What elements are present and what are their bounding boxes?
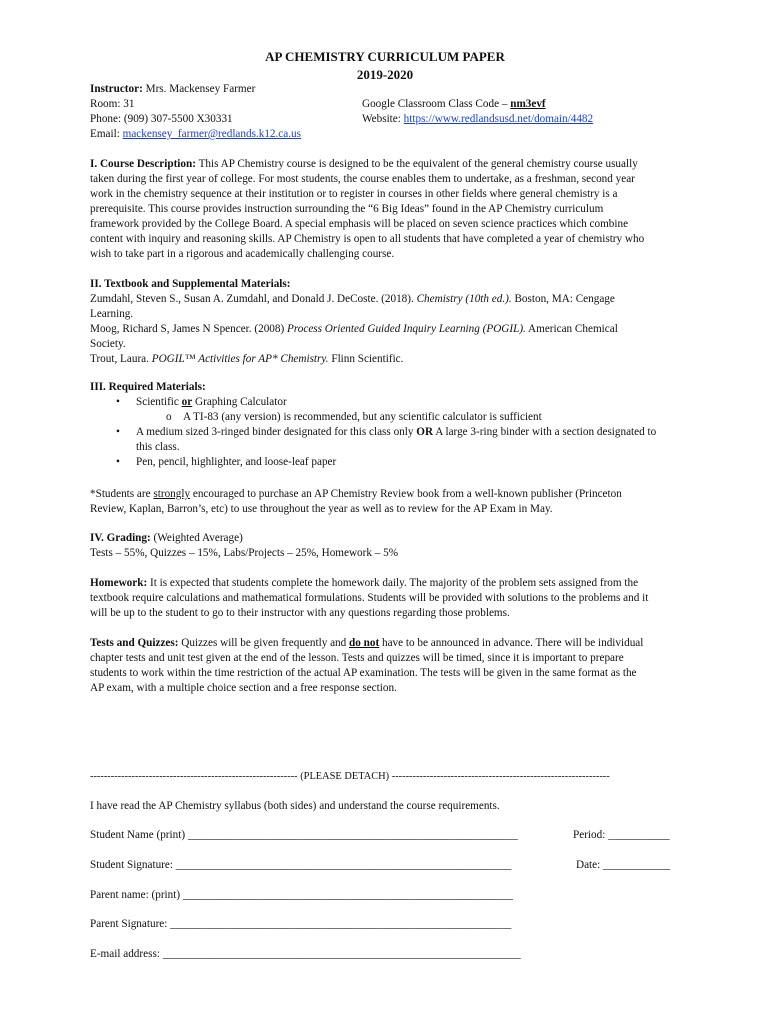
website-link[interactable]: https://www.redlandsusd.net/domain/4482 [403,113,594,125]
course-description-heading: I. Course Description: [90,158,196,170]
materials-heading: III. Required Materials: [90,381,206,393]
course-description-line: prerequisite. This course provides instruction surrounding the “6 Big Ideas” found in the AP Chemistry curriculum [90,203,604,215]
course-description-line: wish to take part in a rigorous and academically challenging course. [90,248,395,260]
list-subitem: o A TI-83 (any version) is recommended, but any scientific calculator is sufficient [90,410,730,425]
grading-section: IV. Grading: (Weighted Average) Tests – 55%, Quizzes – 15%, Labs/Projects – 25%, Homework – 5% [90,531,730,561]
list-item-cont: this class. [136,441,180,453]
homework-heading: Homework: [90,577,148,589]
instructor-name: Mrs. Mackensey Farmer [145,83,256,95]
date-field[interactable]: Date: ____________ [576,859,671,871]
classroom-code: nm3evf [510,98,546,110]
parent-signature-field[interactable]: Parent Signature: _____________________________________________________________ [90,918,512,930]
course-description-line: content with inquiry and reasoning skills. AP Chemistry is open to all students that have completed a year of chemistry who [90,233,645,245]
grading-heading: IV. Grading: [90,532,151,544]
acknowledgement: I have read the AP Chemistry syllabus (both sides) and understand the course requirements. [90,800,500,812]
list-item: • A medium sized 3-ringed binder designated for this class only OR A large 3-ring binder with a section designated to [90,425,730,440]
list-item: • Pen, pencil, highlighter, and loose-leaf paper [90,455,730,470]
class-links [362,97,593,127]
list-item: • Scientific or Graphing Calculator [90,395,730,410]
instructor-label: Instructor: [90,83,143,95]
textbook-section [90,277,730,367]
textbook-heading: II. Textbook and Supplemental Materials: [90,278,291,290]
email-link[interactable]: mackensey_farmer@redlands.k12.ca.us [122,128,301,140]
student-signature-field[interactable]: Student Signature: ____________________________________________________________ [90,859,512,871]
textbook-ref-3: Trout, Laura. POGIL™ Activities for AP* Chemistry. Flinn Scientific. [90,353,404,365]
period-field[interactable]: Period: ___________ [573,829,670,841]
detach-divider: ------------------------------------------------------------ (PLEASE DETACH) --------------------------------------------------------------- [90,771,610,782]
document-title: AP CHEMISTRY CURRICULUM PAPER [265,49,505,64]
website-label: Website: [362,113,401,125]
textbook-ref-2-cont: Society. [90,338,126,350]
textbook-ref-1-cont: Learning. [90,308,134,320]
tests-section: Tests and Quizzes: Quizzes will be given frequently and do not have to be announced in advance. There will be individual chapter tests and unit test given at the end of the lesson. Tests and quizzes will be timed, since it is important to prepare students to work within the time restriction of the actual AP examination. The tests will be given in the same format as the AP exam, with a multiple choice section and a free response section. [90,637,644,694]
email-label: Email: [90,128,120,140]
course-description-line: taken during the first year of college. For most students, the course enables them to undertake, as a freshman, second year [90,173,635,185]
grading-breakdown: Tests – 55%, Quizzes – 15%, Labs/Projects – 25%, Homework – 5% [90,547,399,559]
review-book-note: *Students are strongly encouraged to purchase an AP Chemistry Review book from a well-known publisher (Princeton Review, Kaplan, Barron’s, etc) to use throughout the year as well as to review for the AP Exam in May. [90,488,622,515]
email-address-field[interactable]: E-mail address: ________________________________________________________________ [90,948,521,960]
room: Room: 31 [90,98,135,110]
course-description-line: framework provided by the College Board. A special emphasis will be placed on seven science practices which combine [90,218,629,230]
course-description [90,157,730,262]
school-year: 2019-2020 [356,67,414,82]
instructor-info [90,82,301,142]
textbook-ref-2: Moog, Richard S, James N Spencer. (2008) Process Oriented Guided Inquiry Learning (POGIL). American Chemical [90,323,618,335]
course-description-line: work in the chemistry sequence at their institution or to register in courses in other fields where general chemistry is a [90,188,618,200]
materials-section [90,380,730,470]
textbook-ref-1: Zumdahl, Steven S., Susan A. Zumdahl, and Donald J. DeCoste. (2018). Chemistry (10th ed.). Boston, MA: Cengage [90,293,615,305]
student-name-field[interactable]: Student Name (print) ___________________________________________________________ [90,829,518,841]
homework-section: Homework: It is expected that students complete the homework daily. The majority of the problem sets assigned from the textbook require calculations and mathematical formulations. Students will be provided with solutions to the problems and it will be up to the student to go to their instructor with any questions regarding those problems. [90,577,649,619]
phone: Phone: (909) 307-5500 X30331 [90,113,233,125]
tests-heading: Tests and Quizzes: [90,637,179,649]
parent-name-field[interactable]: Parent name: (print) ___________________________________________________________ [90,889,513,901]
course-description-line: This AP Chemistry course is designed to be the equivalent of the general chemistry course usually [198,158,638,170]
classroom-label: Google Classroom Class Code – [362,98,508,110]
